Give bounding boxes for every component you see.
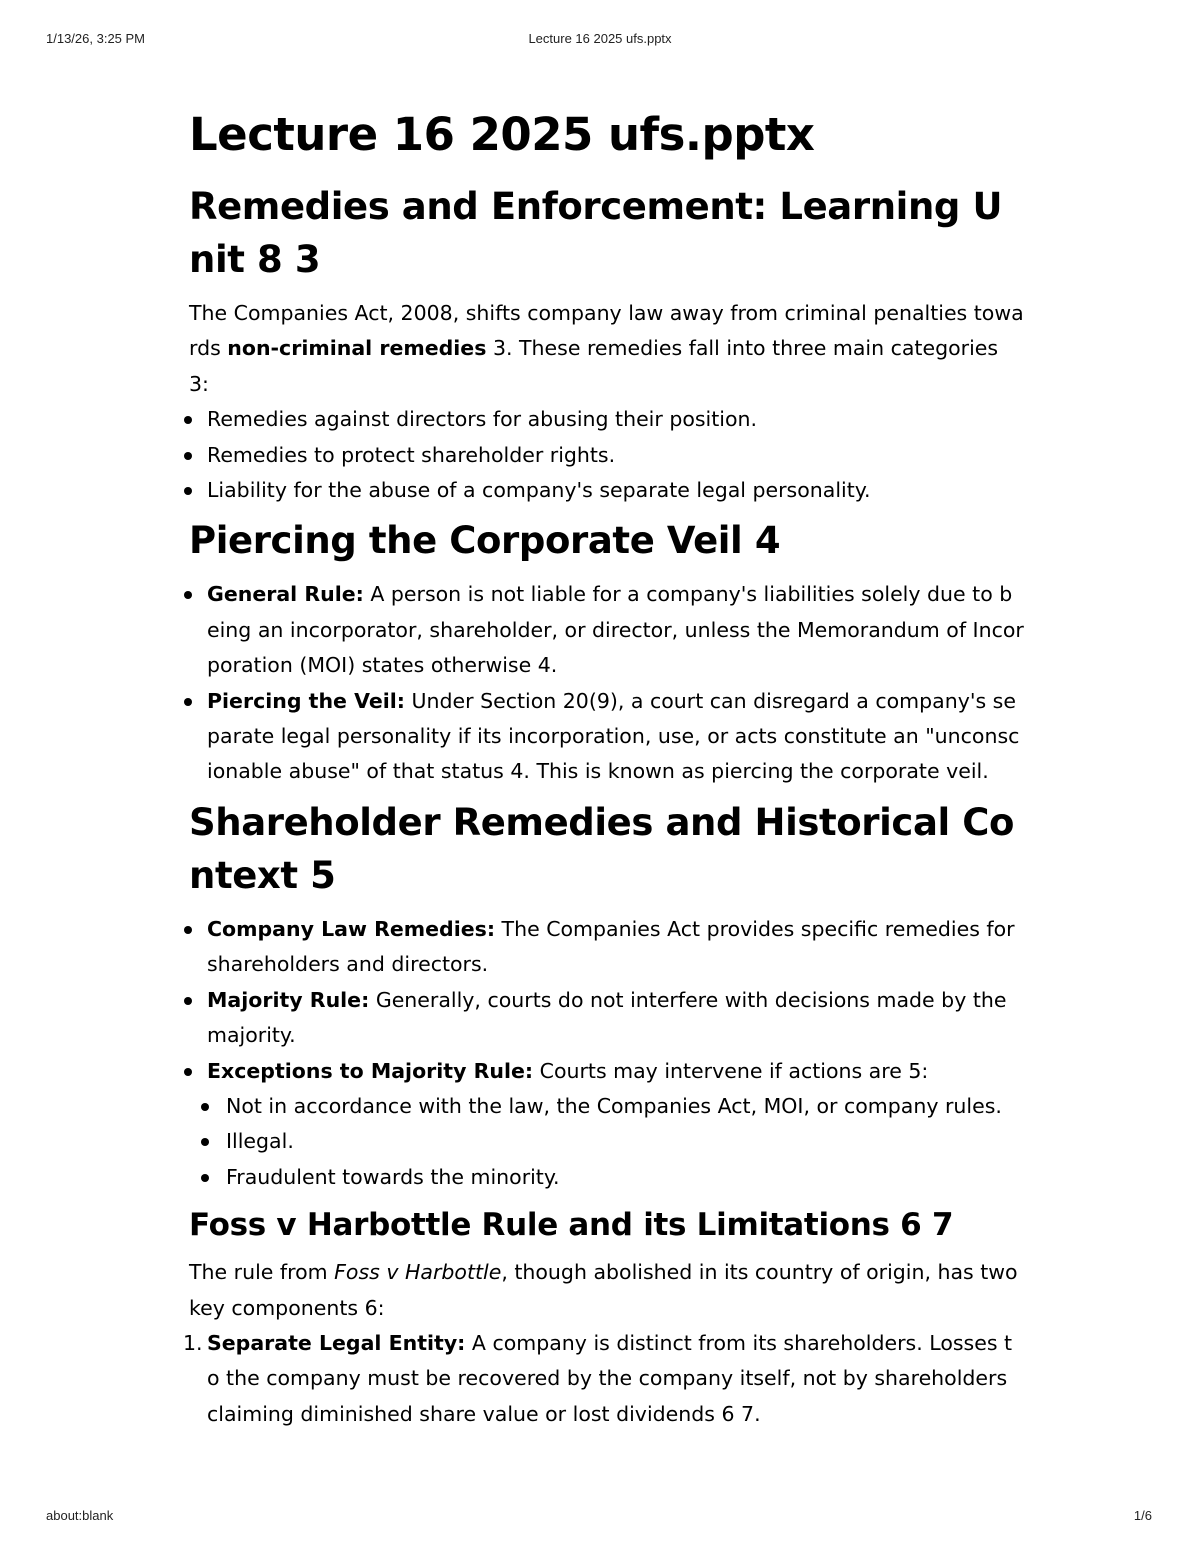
list-item: Not in accordance with the law, the Companies Act, MOI, or company rules. [189,1089,1024,1124]
document-title: Lecture 16 2025 ufs.pptx [189,108,815,161]
list-item: Fraudulent towards the minority. [189,1160,1024,1195]
print-datetime: 1/13/26, 3:25 PM [46,31,146,46]
document-body [183,104,1024,1432]
list-item: Illegal. [189,1124,1024,1159]
list-item: Exceptions to Majority Rule: Courts may intervene if actions are 5: [189,1054,1024,1089]
section-piercing-veil [189,514,1024,789]
list-item: Majority Rule: Generally, courts do not interfere with decisions made by the majority. [189,983,1024,1054]
print-url: about:blank [46,1508,114,1523]
section-heading: Shareholder Remedies and Historical Context 5 [189,800,1015,897]
intro-paragraph: The rule from Foss v Harbottle, though abolished in its country of origin, has two key components 6: [189,1260,1018,1320]
shareholder-remedies-list [189,912,1024,1089]
list-item: 1 . Separate Legal Entity: A company is distinct from its shareholders. Losses to the company must be recovered by the company itself, not by shareholders claiming diminished share value or lost dividends 6 7. [189,1326,1024,1432]
piercing-veil-list [189,577,1024,789]
list-item: Remedies to protect shareholder rights. [189,438,1024,473]
print-title: Lecture 16 2025 ufs.pptx [528,31,672,46]
remedy-categories-list [189,402,1024,508]
list-item: Company Law Remedies: The Companies Act provides specific remedies for shareholders and directors. [189,912,1024,983]
list-item: Piercing the Veil: Under Section 20(9), a court can disregard a company's separate legal personality if its incorporation, use, or acts constitute an "unconscionable abuse" of that status 4. This is known as piercing the corporate veil. [189,684,1024,790]
foss-components-list [183,1326,1024,1432]
intro-paragraph: The Companies Act, 2008, shifts company law away from criminal penalties towards non-criminal remedies 3. These remedies fall into three main categories 3: [189,301,1024,396]
section-foss-harbottle [183,1203,1024,1432]
section-remedies-enforcement [189,180,1024,508]
section-heading: Foss v Harbottle Rule and its Limitations 6 7 [189,1207,954,1244]
print-page-number: 1/6 [1133,1508,1152,1523]
exceptions-sublist [189,1089,1024,1195]
section-shareholder-remedies [189,796,1024,1195]
list-item: General Rule: A person is not liable for a company's liabilities solely due to being an incorporator, shareholder, or director, unless the Memorandum of Incorporation (MOI) states otherwise 4. [189,577,1024,683]
section-heading: Remedies and Enforcement: Learning Unit 8 3 [189,185,1003,281]
section-heading: Piercing the Corporate Veil 4 [189,519,781,563]
list-item: Remedies against directors for abusing their position. [189,402,1024,437]
list-item: Liability for the abuse of a company's separate legal personality. [189,473,1024,508]
